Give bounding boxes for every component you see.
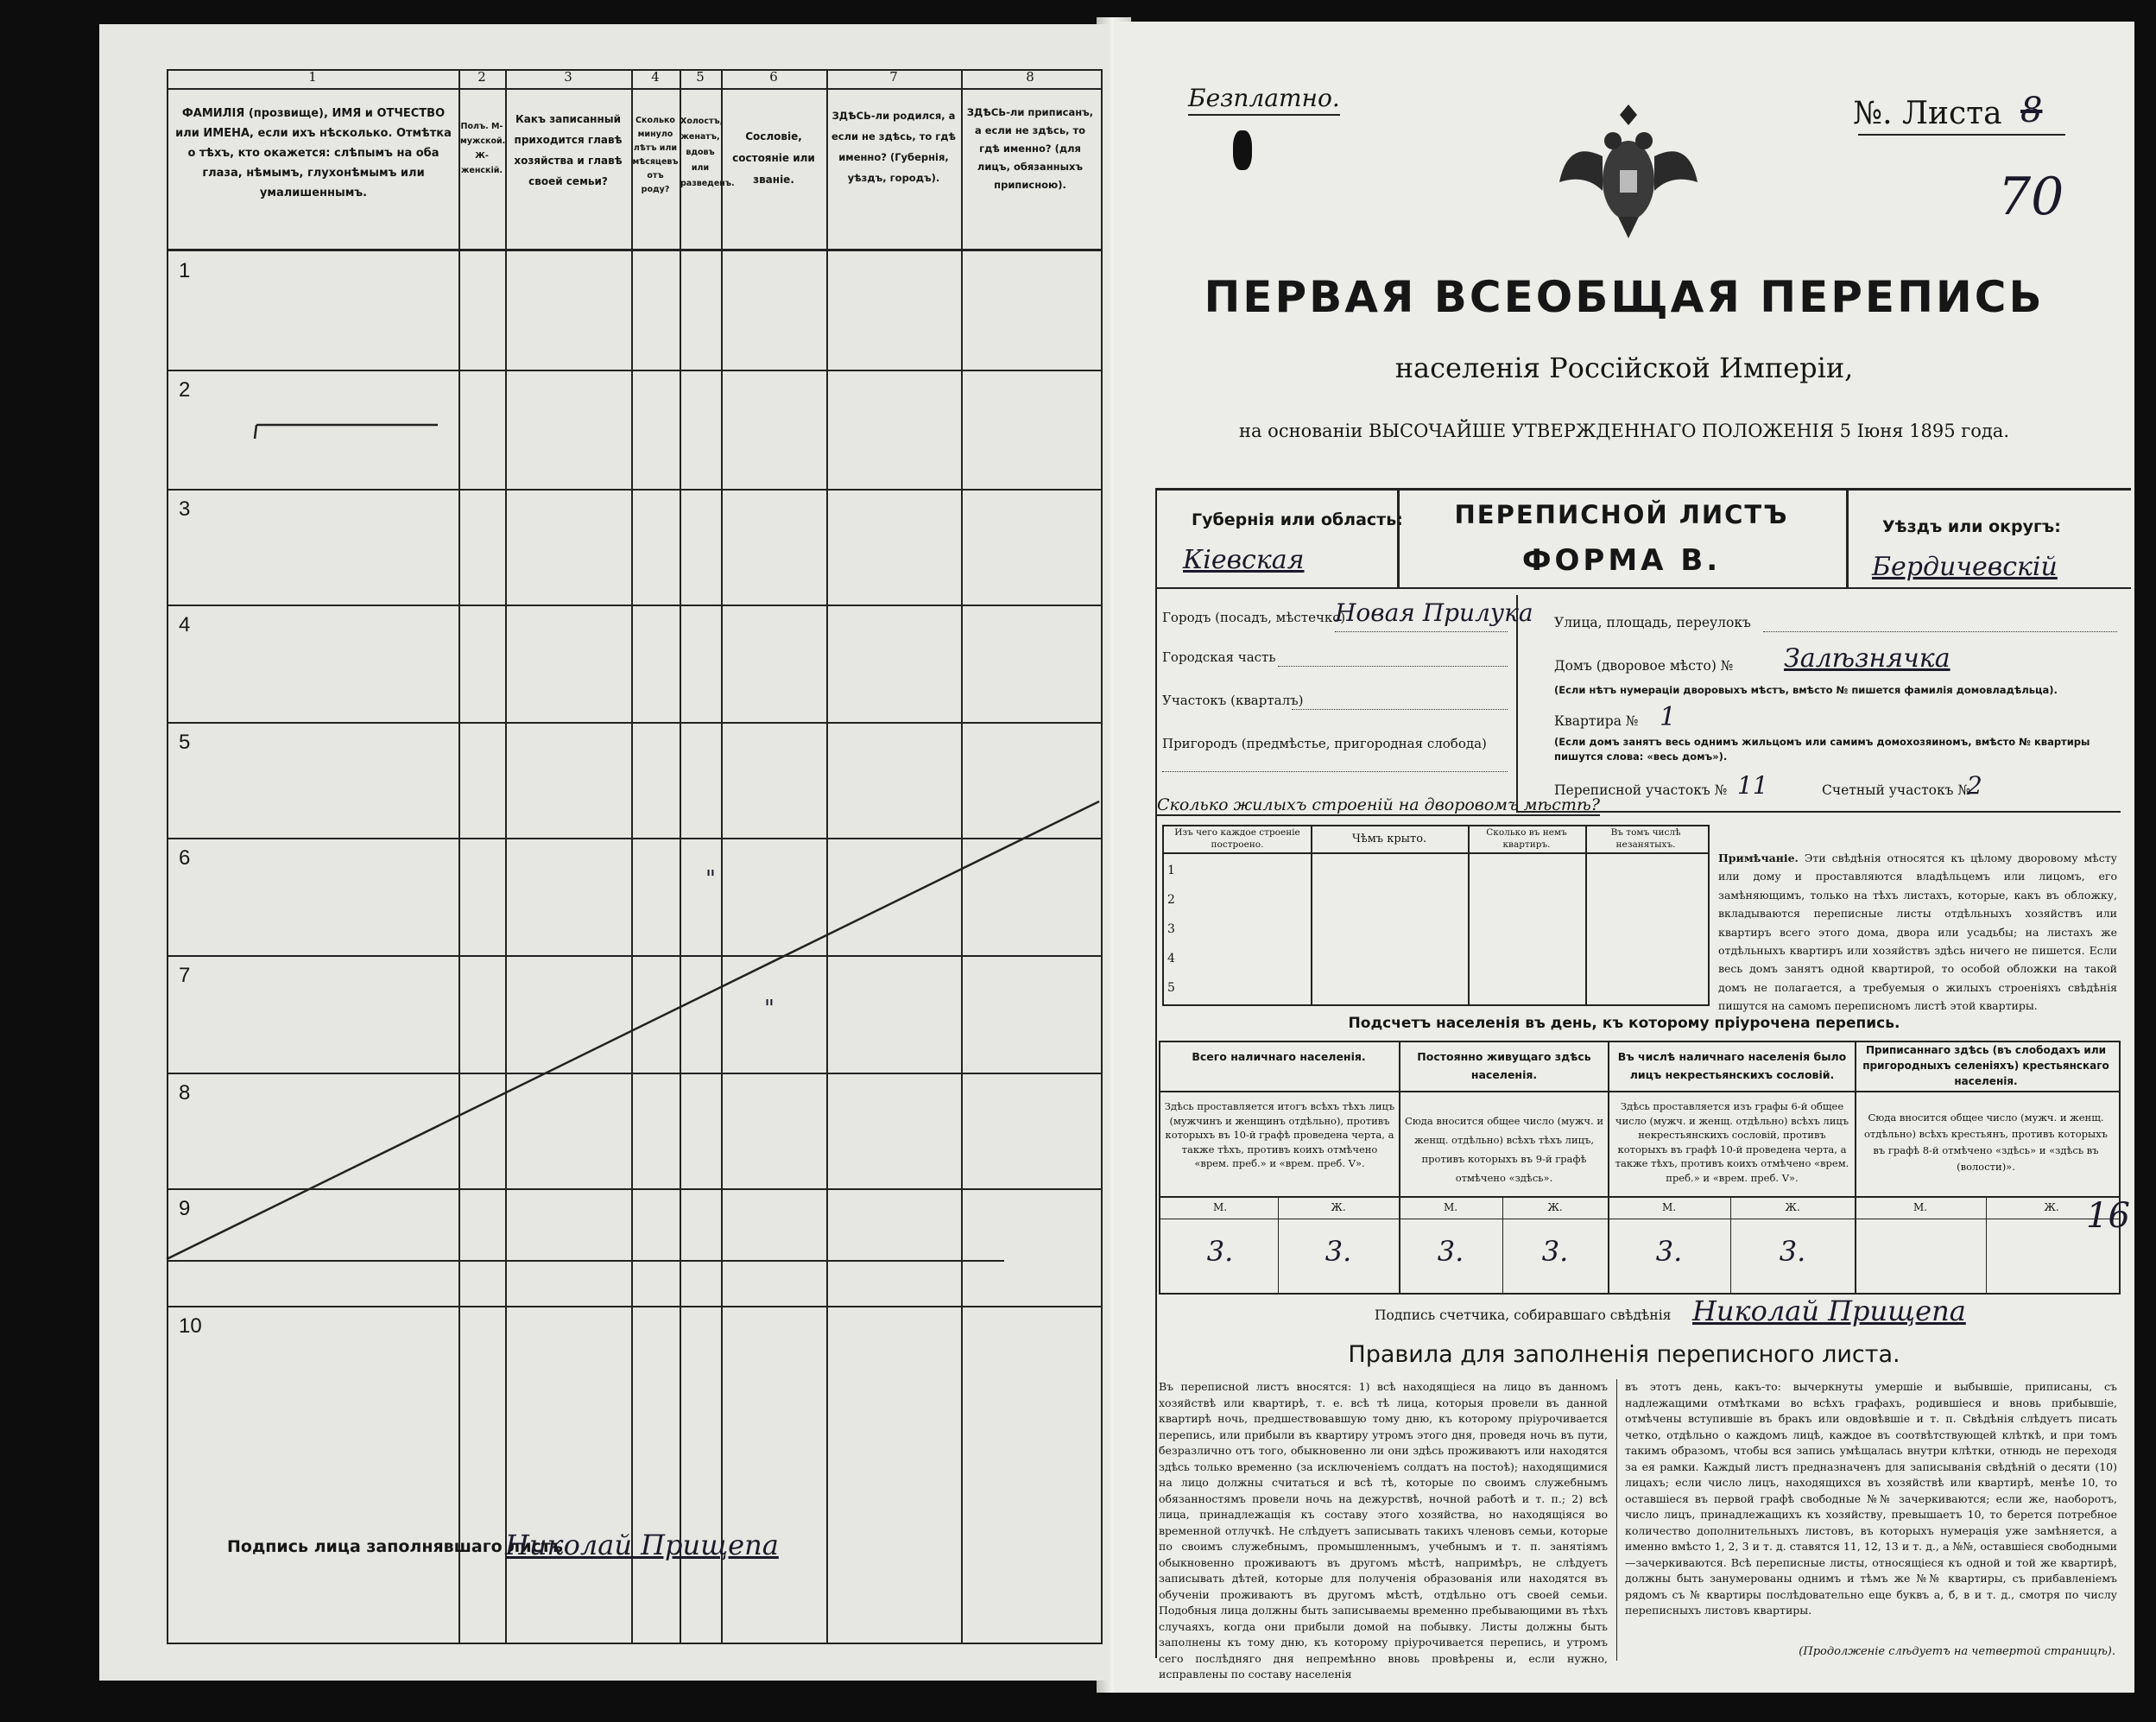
sheet-underline [1858,134,2065,136]
diagonal-strike [167,801,1099,1259]
total-present-men: 3. [1206,1235,1234,1268]
buildings-row: 3 [1167,922,1175,936]
header-surname: ФАМИЛІЯ (прозвище), ИМЯ и ОТЧЕСТВО или ИМЕНА, если ихъ нѣсколько. Отмѣтка о тѣхъ, кто окажется: слѣпымъ на оба глаза, нѣмымъ, глухонѣмымъ или умалишеннымъ. [175,107,452,199]
total-present-women: 3. [1325,1235,1352,1268]
rules-right: въ этотъ день, какъ-то: вычеркнуты умершіе и выбывшіе, приписаны, съ надлежащими отмѣтками во всѣхъ графахъ, родившіеся и вновь прибывшіе, отмѣчены вступившіе въ бракъ или овдовѣвшіе и т. п. Свѣдѣнія слѣдуетъ писать четко, отдѣльно о каждомъ лицѣ, каждое въ соотвѣтствующей клѣткѣ, и при томъ такимъ образомъ, чтобы вся запись умѣщалась внутри клѣтки, отнюдь не переходя за ея рамки. Каждый листъ предназначенъ для записыванія свѣдѣній о десяти (10) лицахъ; если число лицъ, находящихся въ хозяйствѣ или квартирѣ, менѣе 10, то оставшіеся въ первой графѣ свободные №№ зачеркиваются; если же, наоборотъ, число лицъ, принадлежащихъ къ хозяйству, превышаетъ 10, то берется потребное количество дополнительныхъ листовъ, въ которыхъ нумерація уже замѣняется, а именно вмѣсто 1, 2, 3 и т. д. ставятся 11, 12, 13 и т. д., а №№, оставшіеся свободными—зачеркиваются. Всѣ переписные листы, относящіеся къ одной и той же квартирѣ, должны быть занумерованы однимъ и тѣмъ же №№ квартиры, съ прибавленіемъ рядомъ съ № квартиры послѣдовательно еще буквъ а, б, в и т. д., смотря по числу переписныхъ листовъ квартиры. [1625,1380,2117,1617]
apt-note: (Если домъ занятъ весь однимъ жильцомъ или самимъ домохозяиномъ, вмѣсто № квартиры пишутся слова: «весь домъ»). [1554,736,2090,763]
district-label: Переписной участокъ № [1554,782,1728,798]
gubernia-label: Губернія или область: [1192,510,1403,529]
summary-col-title: Всего наличнаго населенія. [1192,1050,1366,1063]
ditto-mark: " [764,996,775,1022]
ditto-mark: " [705,866,716,892]
free-label: Безплатно. [1188,84,1340,116]
right-page [1114,22,2134,1693]
note [1718,849,2117,1016]
rule [1155,488,2131,491]
column-number: 7 [889,69,898,85]
summary-col-desc: Сюда вносится общее число (мужч. и женщ. отдѣльно) всѣхъ крестьянъ, противъ которыхъ въ графѣ 8-й отмѣчено «здѣсь» и «здѣсь въ (волости)». [1863,1111,2108,1173]
column-number: 1 [308,69,317,85]
row-number: 9 [179,1197,191,1220]
eagle-emblem-icon [1551,87,1706,243]
counter-signature: Николай Прищепа [1692,1295,1966,1327]
m-label: М. [1443,1201,1458,1213]
rule [1616,1379,1617,1661]
summary-col-desc: Здѣсь проставляется итогъ всѣхъ тѣхъ лицъ (мужчинъ и женщинъ отдѣльно), противъ которыхъ въ 10-й графѣ проведена черта, а также тѣхъ, противъ коихъ отмѣчено «врем. преб.» и «врем. преб. V». [1164,1100,1395,1169]
permanent-women: 3. [1541,1235,1569,1268]
summary-col-desc: Сюда вносится общее число (мужч. и женщ. отдѣльно) всѣхъ тѣхъ лицъ, противъ которыхъ въ 9-й графѣ отмѣчено «здѣсь». [1404,1115,1604,1184]
zh-label: Ж. [1547,1201,1563,1213]
street-label: Улица, площадь, переулокъ [1554,615,1751,630]
header-sex: Полъ. М-мужской. Ж-женскій. [460,122,506,175]
buildings-header: Сколько въ немъ квартиръ. [1486,827,1567,850]
row-number: 10 [179,1314,202,1338]
buildings-question: Сколько жилыхъ строеній на дворовомъ мѣстѣ? [1157,795,1600,814]
row-number: 4 [179,613,191,636]
buildings-header: Изъ чего каждое строеніе построено. [1174,827,1300,850]
margin-mark: 16 [2086,1196,2130,1236]
rule [1155,488,1157,1658]
rule [1516,811,2121,813]
strike-marks [99,24,1110,1681]
permanent-men: 3. [1437,1235,1464,1268]
page-title: ПЕРВАЯ ВСЕОБЩАЯ ПЕРЕПИСЬ [1204,272,2045,322]
dotted-line [1335,631,1508,632]
header-age: Сколько минуло лѣтъ или мѣсяцевъ отъ роду? [632,116,679,194]
house-note: (Если нѣтъ нумераціи дворовыхъ мѣстъ, вмѣсто № пишется фамилія домовладѣльца). [1554,684,2058,696]
non-peasant-men: 3. [1655,1235,1683,1268]
row-number: 5 [179,731,191,754]
header-estate: Сословіе, состояніе или званіе. [732,130,815,186]
buildings-row: 1 [1167,864,1175,877]
column-number: 6 [769,69,778,85]
basis-text: на основаніи ВЫСОЧАЙШЕ УТВЕРЖДЕННАГО ПОЛОЖЕНІЯ 5 Іюня 1895 года. [1238,421,2010,441]
signature-label: Подпись лица заполнявшаго листъ [227,1537,564,1556]
m-label: М. [1212,1201,1228,1213]
row-number: 3 [179,497,191,521]
column-number: 4 [651,69,660,85]
district-value: 11 [1737,771,1768,800]
note-text: Эти свѣдѣнія относятся къ цѣлому дворовому мѣсту или дому и проставляются владѣльцемъ или лицомъ, его замѣняющимъ, только на тѣхъ листахъ, которые, какъ въ обложку, вкладываются переписные листы отдѣльныхъ хозяйствъ или квартиръ всего этого дома, двора или усадьбы; на листахъ же отдѣльныхъ квартиръ или хозяйствъ здѣсь ничего не пишется. Если весь домъ занятъ одной квартирой, то особой обложки на такой домъ не полагается, а требуемыя о жилыхъ строеніяхъ свѣдѣнія пишутся на самомъ переписномъ листѣ этой квартиры. [1718,852,2117,1013]
dotted-line [1162,771,1508,772]
gubernia-value: Кіевская [1183,545,1305,575]
counter-signature-label: Подпись счетчика, собиравшаго свѣдѣнія [1375,1307,1672,1323]
house-label: Домъ (дворовое мѣсто) № [1554,658,1734,674]
rule [1155,587,2131,589]
dotted-line [1278,666,1508,667]
rule [1159,1196,2119,1198]
column-number: 3 [564,69,572,85]
summary-col-title: Въ числѣ наличнаго населенія было лицъ некрестьянскихъ сословій. [1617,1050,1847,1081]
dotted-line [1292,709,1508,710]
zh-label: Ж. [2044,1201,2059,1213]
buildings-header: Въ томъ числѣ незанятыхъ. [1610,827,1681,850]
column-number: 8 [1026,69,1034,85]
column-number: 5 [696,69,705,85]
address-city-label: Городъ (посадъ, мѣстечко) [1162,610,1346,625]
buildings-row: 5 [1167,981,1175,995]
rule [1159,1091,2119,1092]
sheet-number: 8 [2020,91,2043,130]
apt-label: Квартира № [1554,713,1639,729]
form-letter: ФОРМА В. [1521,543,1722,578]
subtitle: населенія Россійской Имперіи, [1394,351,1854,384]
apt-value: 1 [1660,702,1677,732]
zh-label: Ж. [1785,1201,1800,1213]
note-label: Примѣчаніе. [1718,852,1799,864]
count-value: 2 [1967,771,1982,800]
header-registered: ЗДѢСЬ-ли приписанъ, а если не здѣсь, то гдѣ именно? (для лицъ, обязанныхъ приписною). [966,106,1094,191]
form-title: ПЕРЕПИСНОЙ ЛИСТЪ [1454,500,1789,529]
row-number: 2 [179,378,191,402]
summary-col-title: Приписаннаго здѣсь (въ слободахъ или пригородныхъ селеніяхъ) крестьянскаго населенія. [1862,1044,2109,1087]
house-value: Залѣзнячка [1784,643,1951,674]
address-part-label: Городская часть [1162,649,1276,665]
header-marital: Холостъ, женатъ, вдовъ или разведенъ. [680,117,735,188]
dotted-line [1763,631,2117,632]
sheet-label: №. Листа [1853,96,2002,131]
rule [1516,595,1518,811]
summary-col-title: Постоянно живущаго здѣсь населенія. [1417,1050,1591,1081]
header-relation: Какъ записанный приходится главѣ хозяйства и главѣ своей семьи? [514,113,623,187]
header-birthplace: ЗДѢСЬ-ли родился, а если не здѣсь, то гдѣ именно? (Губернія, уѣздъ, городъ). [831,110,957,184]
row-number: 7 [179,964,191,987]
m-label: М. [1661,1201,1677,1213]
address-block-label: Участокъ (кварталъ) [1162,693,1304,708]
address-suburb-label: Пригородъ (предмѣстье, пригородная слобода) [1162,736,1487,751]
rule [1855,1041,1856,1293]
rule [1846,488,1849,587]
m-label: М. [1913,1201,1928,1213]
row-number: 8 [179,1081,191,1105]
count-label: Счетный участокъ № [1822,782,1971,798]
rules-title: Правила для заполненія переписного листа. [1348,1341,1900,1368]
uezd-label: Уѣздъ или округъ: [1882,517,2061,536]
rule [1162,852,1708,854]
column-number: 2 [477,69,486,85]
summary-col-desc: Здѣсь проставляется изъ графы 6-й общее число (мужч. и женщ. отдѣльно) всѣхъ лицъ некрестьянскихъ сословій, противъ которыхъ въ графѣ 10-й проведена черта, а также тѣхъ, противъ коихъ отмѣчено «врем. преб.» и «врем. преб. V». [1615,1100,1849,1184]
handwritten-corner-number: 70 [1998,167,2064,227]
summary-title: Подсчетъ населенія въ день, къ которому пріурочена перепись. [1348,1015,1900,1032]
buildings-header: Чѣмъ крыто. [1351,833,1427,845]
address-city-value: Новая Прилука [1335,598,1533,627]
rules-left: Въ переписной листъ вносятся: 1) всѣ находящіеся на лицо въ данномъ хозяйствѣ или квартирѣ, т. е. всѣ тѣ лица, которыя провели въ данной квартирѣ ночь, предшествовавшую тому дню, къ которому пріурочивается перепись, или прибыли въ квартиру утромъ этого дня, проведя ночь въ пути, безразлично отъ того, обыкновенно ли они здѣсь проживаютъ или находятся здѣсь только временно (за исключеніемъ солдатъ на постоѣ); находящимися на лицо должны считаться и всѣ тѣ, которые по своимъ служебнымъ обязанностямъ провели ночь на дежурствѣ, ночной работѣ и т. п.; 2) всѣ лица, принадлежащія къ составу этого хозяйства, но находящіяся во временной отлучкѣ. Не слѣдуетъ записывать такихъ членовъ семьи, которые по своимъ служебнымъ, промышленнымъ, учебнымъ и т. п. занятіямъ обыкновенно проживаютъ въ другомъ мѣстѣ, напримѣръ, не слѣдуетъ записывать дѣтей, которые для полученія образованія или находятся въ обученіи проживаютъ въ другомъ мѣстѣ, отдѣльно отъ своей семьи. Подобныя лица должны быть записываемы временно пребывающими въ тѣхъ случаяхъ, когда они прибыли домой на побывку. Листы должны быть заполнены къ тому дню, къ которому пріурочивается перепись, и утромъ сего послѣдняго дня непремѣнно вновь провѣрены и, если нужно, исправлены по составу населенія [1159,1380,1608,1681]
strike-tick [255,425,256,439]
left-page [99,24,1110,1681]
row-number: 6 [179,846,191,870]
uezd-value: Бердичевскій [1872,552,2058,582]
signature: Николай Прищепа [505,1529,779,1561]
continued-note: (Продолженіе слѣдуетъ на четвертой страницѣ). [1799,1645,2115,1658]
non-peasant-women: 3. [1779,1235,1806,1268]
buildings-row-numbers [1167,856,1175,1003]
zh-label: Ж. [1331,1201,1346,1213]
buildings-row: 4 [1167,952,1175,965]
buildings-row: 2 [1167,893,1175,907]
row-number: 1 [179,259,191,282]
ink-blot [1233,130,1252,170]
